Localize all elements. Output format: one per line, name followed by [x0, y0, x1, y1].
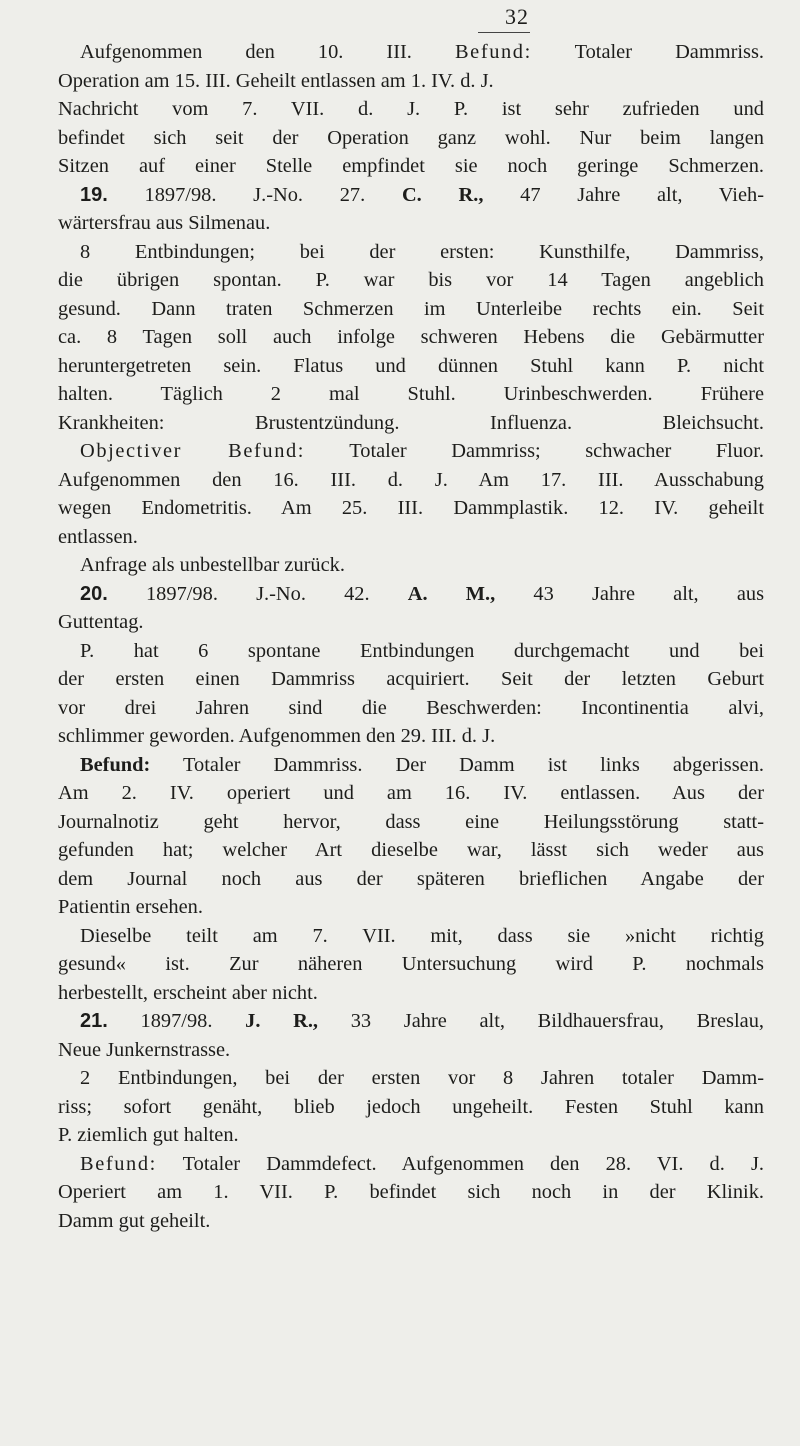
- line-text: Krankheiten: Brustentzündung. Influenza. Bleichsucht.: [58, 411, 764, 434]
- line-text: 1897/98. J.-No. 42.: [107, 582, 408, 605]
- line-text: Aufgenommen den 16. III. d. J. Am 17. III. Ausschabung: [58, 468, 764, 491]
- line-text: 1897/98.: [107, 1010, 246, 1032]
- text-line: [58, 266, 764, 295]
- text-line: [58, 494, 764, 523]
- line-text: wegen Endometritis. Am 25. III. Dammplastik. 12. IV. geheilt: [58, 497, 764, 519]
- text-line: [58, 580, 764, 609]
- line-text: Guttentag.: [58, 611, 144, 633]
- line-text: 1897/98. J.-No. 27.: [107, 183, 402, 206]
- line-text: Operation am 15. III. Geheilt entlassen am 1. IV. d. J.: [58, 69, 494, 92]
- text-line: [58, 1207, 764, 1236]
- line-text: befindet sich seit der Operation ganz wohl. Nur beim langen: [58, 126, 764, 149]
- text-line: [58, 551, 764, 580]
- line-text-rest: Totaler Dammriss; schwacher Fluor.: [305, 440, 764, 462]
- bold-text: J. R.,: [245, 1010, 319, 1032]
- line-text: entlassen.: [58, 525, 138, 548]
- text-line: [58, 808, 764, 837]
- text-line: [58, 751, 764, 780]
- text-line: [58, 1036, 764, 1065]
- body-text: [58, 38, 764, 1235]
- text-line: [58, 95, 764, 124]
- text-line: [58, 238, 764, 267]
- text-line: [58, 836, 764, 865]
- text-line: [58, 380, 764, 409]
- text-line: [58, 523, 764, 552]
- line-text: halten. Täglich 2 mal Stuhl. Urinbeschwerden. Frühere: [58, 383, 764, 405]
- page-number: 32: [505, 4, 529, 29]
- text-line: [58, 1093, 764, 1122]
- text-line: [58, 1121, 764, 1150]
- text-line: [58, 950, 764, 979]
- text-line: [58, 409, 764, 438]
- text-line: [58, 295, 764, 324]
- line-text-rest: Totaler Dammriss. Der Damm ist links abgerissen.: [150, 753, 764, 776]
- line-text: riss; sofort genäht, blieb jedoch ungeheilt. Festen Stuhl kann: [58, 1095, 764, 1118]
- line-text: 8 Entbindungen; bei der ersten: Kunsthilfe, Dammriss,: [80, 240, 764, 263]
- line-text: vor drei Jahren sind die Beschwerden: Incontinentia alvi,: [58, 696, 764, 719]
- line-text: Aufgenommen den 10. III.: [80, 41, 455, 63]
- line-text: gesund. Dann traten Schmerzen im Unterleibe rechts ein. Seit: [58, 297, 764, 320]
- line-text: gesund« ist. Zur näheren Untersuchung wird P. nochmals: [58, 953, 764, 975]
- line-text: Nachricht vom 7. VII. d. J. P. ist sehr zufrieden und: [58, 98, 764, 120]
- text-line: [58, 637, 764, 666]
- line-text-rest: Totaler Dammdefect. Aufgenommen den 28. VI. d. J.: [156, 1152, 764, 1175]
- line-text: schlimmer geworden. Aufgenommen den 29. III. d. J.: [58, 725, 496, 747]
- bold-text: Befund:: [80, 753, 151, 776]
- line-text: wärtersfrau aus Silmenau.: [58, 212, 271, 234]
- line-text: die übrigen spontan. P. war bis vor 14 Tagen angeblich: [58, 269, 764, 291]
- bold-text: C. R.,: [401, 183, 484, 206]
- line-text: Am 2. IV. operiert und am 16. IV. entlassen. Aus der: [58, 782, 764, 804]
- text-line: [58, 979, 764, 1008]
- line-text: Journalnotiz geht hervor, dass eine Heilungsstörung statt-: [58, 810, 764, 833]
- text-line: [58, 893, 764, 922]
- line-text: Anfrage als unbestellbar zurück.: [80, 554, 345, 576]
- text-line: [58, 437, 764, 466]
- text-line: [58, 694, 764, 723]
- text-line: [58, 608, 764, 637]
- text-line: [58, 1178, 764, 1207]
- text-line: [58, 466, 764, 495]
- text-line: [58, 323, 764, 352]
- text-line: [58, 1150, 764, 1179]
- line-text: gefunden hat; welcher Art dieselbe war, lässt sich weder aus: [58, 839, 764, 861]
- line-text: dem Journal noch aus der späteren brieflichen Angabe der: [58, 867, 764, 890]
- line-text: P. ziemlich gut halten.: [58, 1124, 239, 1146]
- text-line: [58, 865, 764, 894]
- line-text: P. hat 6 spontane Entbindungen durchgemacht und bei: [80, 639, 764, 662]
- line-text-rest: 43 Jahre alt, aus: [495, 582, 764, 605]
- spaced-heading: Befund:: [80, 1152, 157, 1175]
- line-text: ca. 8 Tagen soll auch infolge schweren Hebens die Gebärmutter: [58, 326, 764, 348]
- text-line: [58, 152, 764, 181]
- text-line: [58, 722, 764, 751]
- text-line: [58, 124, 764, 153]
- line-text: 2 Entbindungen, bei der ersten vor 8 Jahren totaler Damm-: [80, 1067, 764, 1089]
- text-line: [58, 922, 764, 951]
- line-text: Dieselbe teilt am 7. VII. mit, dass sie »nicht richtig: [80, 924, 764, 947]
- spaced-heading: Befund:: [454, 41, 532, 63]
- case-number: 21.: [80, 1010, 108, 1032]
- bold-text: A. M.,: [407, 582, 496, 605]
- text-line: [58, 209, 764, 238]
- line-text: herbestellt, erscheint aber nicht.: [58, 981, 318, 1004]
- line-text: Damm gut geheilt.: [58, 1209, 211, 1232]
- case-number: 20.: [80, 582, 108, 605]
- line-text-rest: 33 Jahre alt, Bildhauersfrau, Breslau,: [318, 1010, 764, 1032]
- line-text: Patientin ersehen.: [58, 896, 203, 918]
- text-line: [58, 1064, 764, 1093]
- case-number: 19.: [80, 183, 108, 206]
- line-text: Operiert am 1. VII. P. befindet sich noch in der Klinik.: [58, 1181, 764, 1203]
- line-text-rest: 47 Jahre alt, Vieh-: [483, 183, 764, 206]
- text-line: [58, 67, 764, 96]
- line-text: der ersten einen Dammriss acquiriert. Seit der letzten Geburt: [58, 668, 764, 690]
- spaced-heading: Objectiver Befund:: [80, 440, 306, 462]
- line-text-rest: Totaler Dammriss.: [531, 41, 764, 63]
- text-line: [58, 352, 764, 381]
- text-line: [58, 1007, 764, 1036]
- text-line: [58, 38, 764, 67]
- line-text: heruntergetreten sein. Flatus und dünnen Stuhl kann P. nicht: [58, 354, 764, 377]
- text-line: [58, 665, 764, 694]
- text-line: [58, 181, 764, 210]
- text-line: [58, 779, 764, 808]
- line-text: Sitzen auf einer Stelle empfindet sie noch geringe Schmerzen.: [58, 155, 764, 177]
- line-text: Neue Junkernstrasse.: [58, 1038, 231, 1061]
- page-number-rule: [478, 32, 530, 33]
